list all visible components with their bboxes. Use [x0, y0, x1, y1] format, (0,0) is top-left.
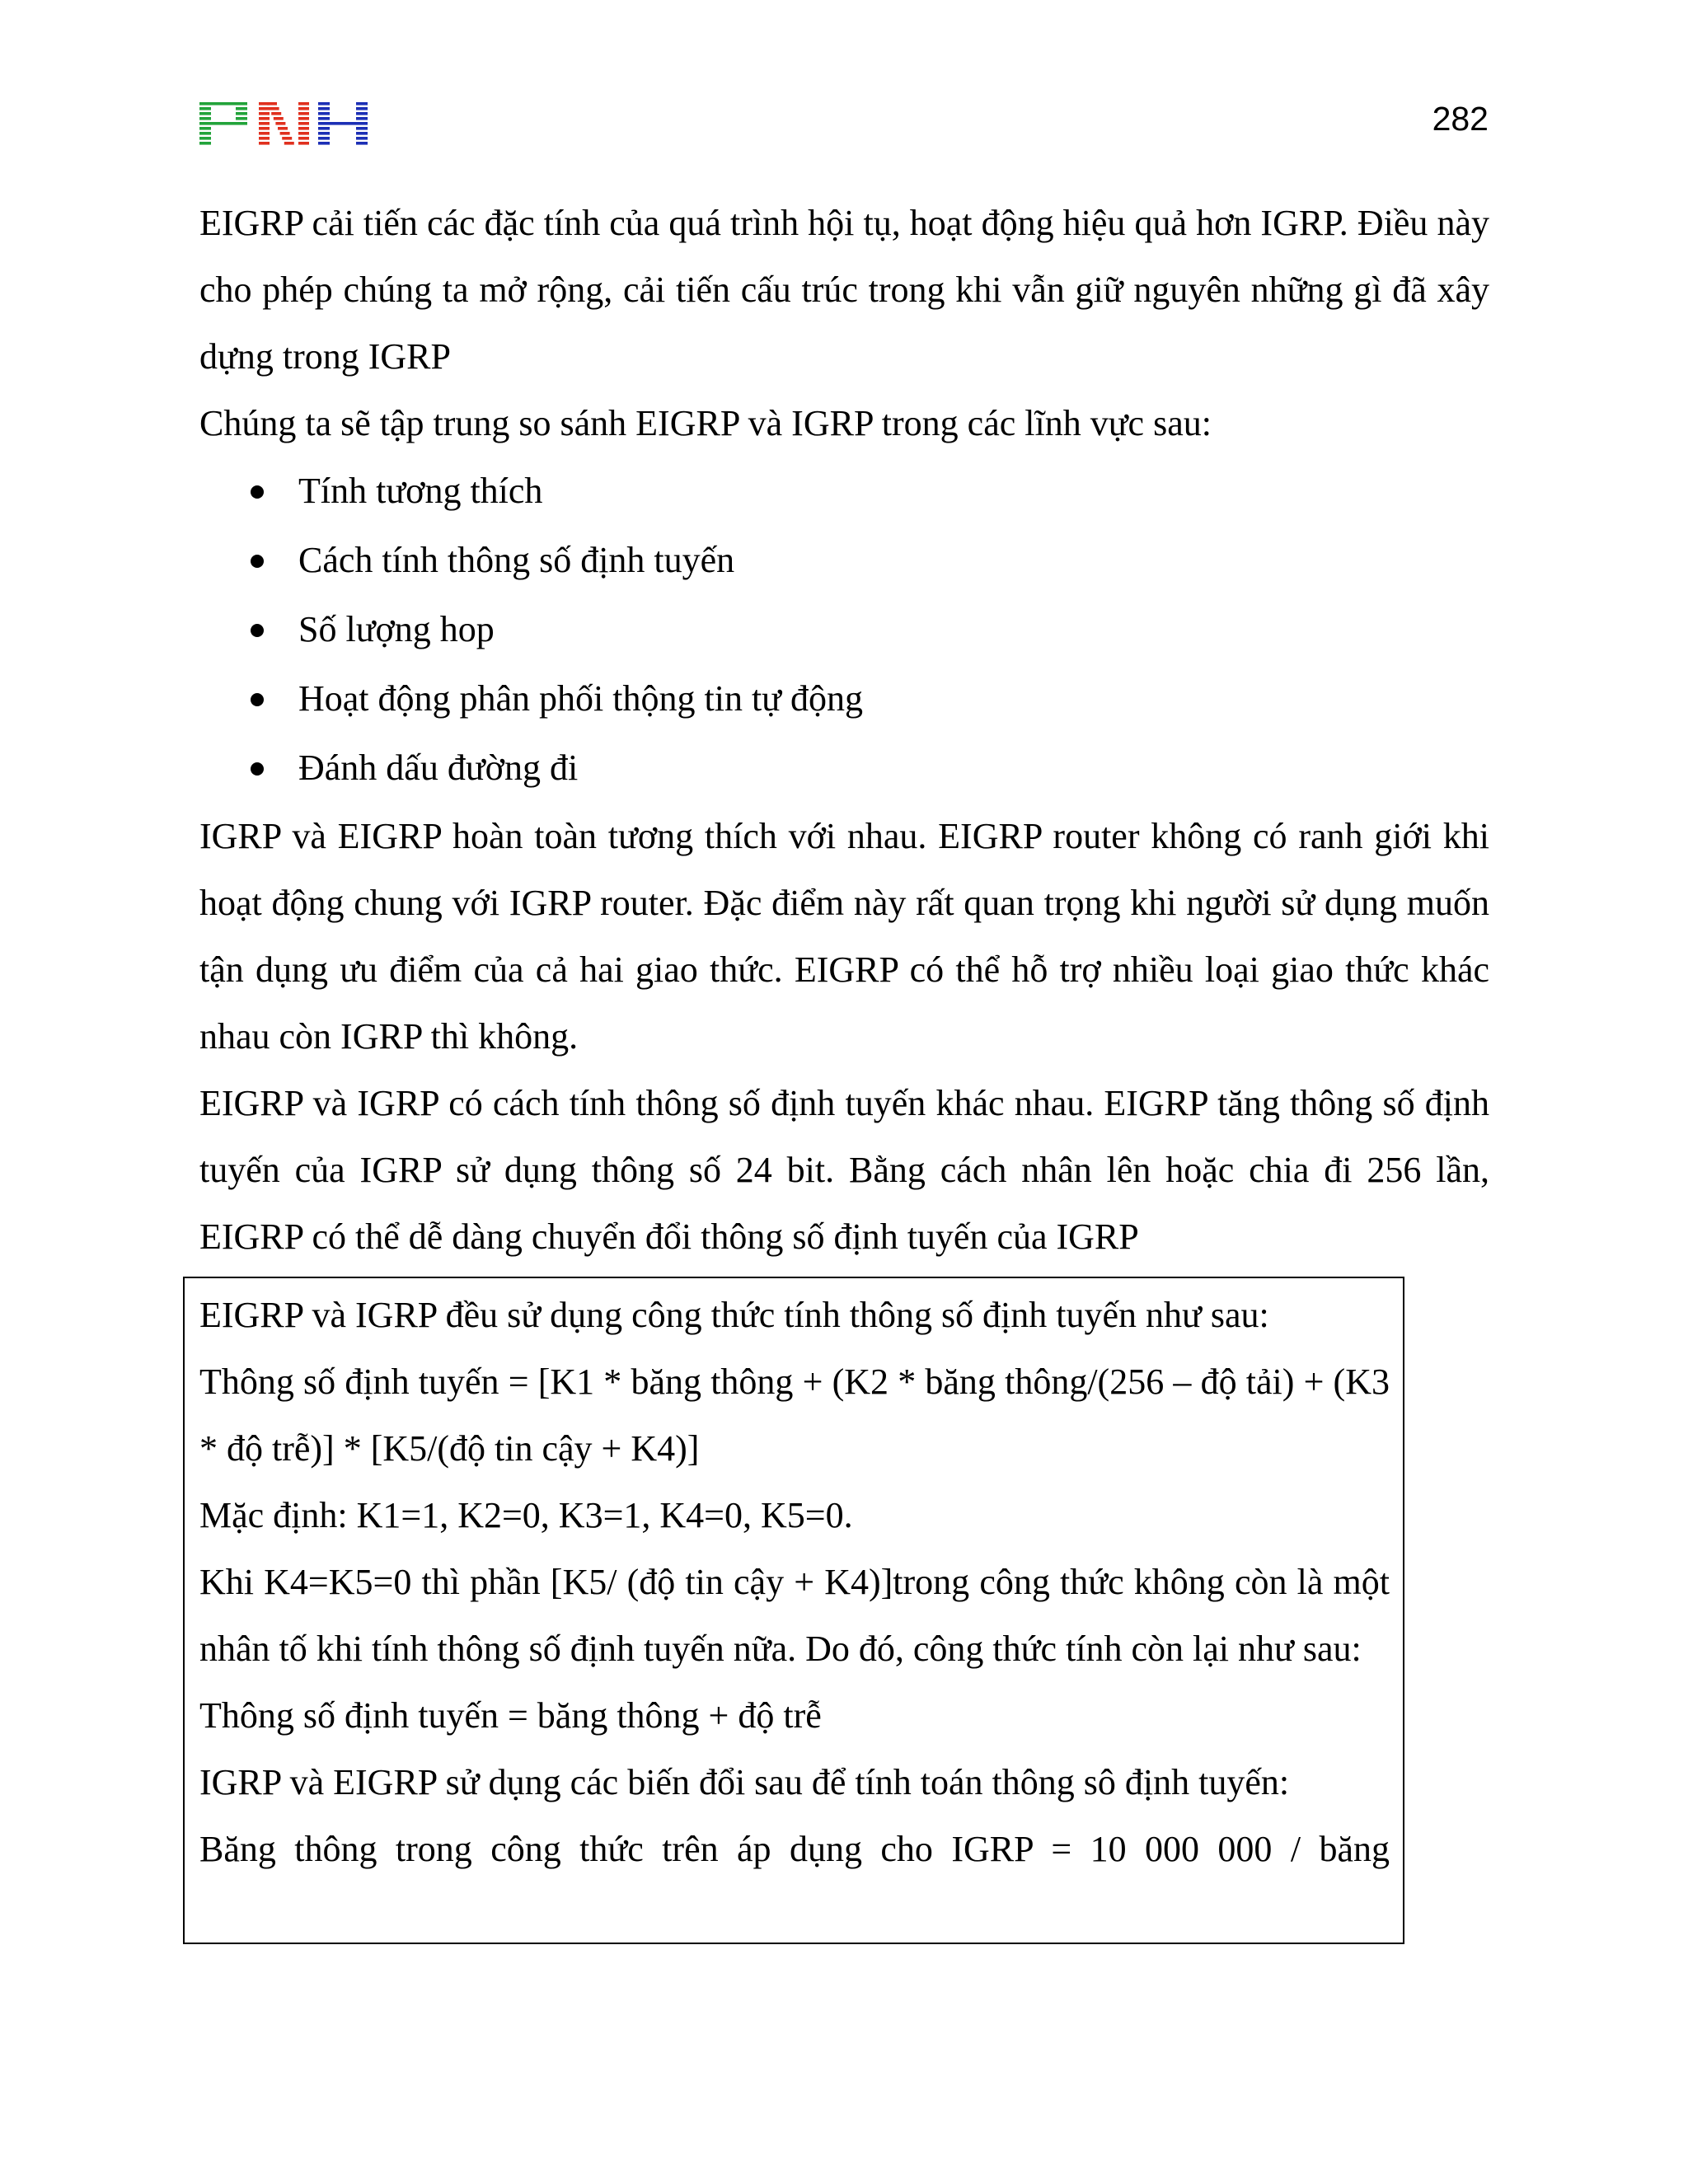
logo-stripe [318, 132, 330, 135]
formula-intro: EIGRP và IGRP đều sử dụng công thức tính thông số định tuyến như sau: [199, 1295, 1269, 1335]
logo-stripe [298, 127, 309, 130]
bullet-icon [251, 555, 264, 568]
pnh-logo [199, 102, 368, 147]
default-constants: Mặc định: K1=1, K2=0, K3=1, K4=0, K5=0. [199, 1495, 853, 1535]
list-item-label: Tính tương thích [298, 471, 543, 511]
bullet-icon [251, 624, 264, 637]
logo-stripe [259, 127, 270, 130]
logo-stripe [298, 137, 309, 140]
logo-stripe [271, 112, 281, 115]
logo-stripe [199, 112, 211, 115]
logo-stripe [356, 117, 368, 120]
list-item [199, 526, 1489, 595]
logo-stripe [199, 132, 211, 135]
metric-paragraph: EIGRP và IGRP có cách tính thông số định tuyến khác nhau. EIGRP tăng thông số định tuyến của IGRP sử dụng thông số 24 bit. Bằng cách nhân lên hoặc chia đi 256 lần, EIGRP có thể dễ dàng chuyển đổi thông số định tuyến của IGRP [199, 1083, 1489, 1257]
logo-stripe [356, 137, 368, 140]
logo-stripe [259, 117, 270, 120]
logo-stripe [259, 122, 270, 125]
logo-stripe [318, 142, 330, 145]
list-item [199, 733, 1489, 803]
logo-stripe [356, 142, 368, 145]
formula-explanation: Khi K4=K5=0 thì phần [K5/ (độ tin cậy + K4)]trong công thức không còn là một nhân tố khi tính thông số định tuyến nữa. Do đó, công thức tính còn lại như sau: [199, 1562, 1390, 1669]
comparison-list [199, 457, 1489, 803]
logo-stripe [199, 137, 211, 140]
logo-stripe [259, 142, 270, 145]
logo-stripe [298, 122, 309, 125]
logo-stripe [298, 102, 309, 105]
logo-stripe [356, 102, 368, 105]
logo-stripe [356, 107, 368, 110]
conversion-intro: IGRP và EIGRP sử dụng các biến đổi sau để tính toán thông sô định tuyến: [199, 1762, 1290, 1802]
logo-stripe [298, 132, 309, 135]
logo-stripe [298, 107, 309, 110]
logo-stripe [278, 127, 288, 130]
logo-stripe [318, 122, 368, 125]
logo-stripe [298, 117, 309, 120]
compatibility-paragraph: IGRP và EIGRP hoàn toàn tương thích với nhau. EIGRP router không có ranh giới khi hoạt động chung với IGRP router. Đặc điểm này rất quan trọng khi người sử dụng muốn tận dụng ưu điểm của cả hai giao thức. EIGRP có thể hỗ trợ nhiều loại giao thức khác nhau còn IGRP thì không. [199, 816, 1489, 1057]
logo-stripe [298, 142, 309, 145]
intro-paragraph: EIGRP cải tiến các đặc tính của quá trình hội tụ, hoạt động hiệu quả hơn IGRP. Điều này cho phép chúng ta mở rộng, cải tiến cấu trúc trong khi vẫn giữ nguyên những gì đã xây dựng trong IGRP [199, 203, 1489, 377]
bullet-icon [251, 762, 264, 776]
logo-stripe [199, 142, 211, 145]
formula-box [183, 1277, 1404, 1944]
logo-stripe [199, 107, 211, 110]
logo-stripe [236, 117, 247, 120]
logo-stripe [274, 117, 284, 120]
logo-stripe [356, 112, 368, 115]
logo-stripe [356, 132, 368, 135]
logo-stripe [270, 107, 279, 110]
logo-stripe [236, 112, 247, 115]
page-number: 282 [1432, 100, 1489, 138]
logo-stripe [199, 122, 247, 125]
logo-stripe [298, 112, 309, 115]
logo-stripe [356, 127, 368, 130]
compare-intro: Chúng ta sẽ tập trung so sánh EIGRP và IGRP trong các lĩnh vực sau: [199, 403, 1212, 443]
list-item-label: Hoạt động phân phối thộng tin tự động [298, 678, 864, 719]
logo-stripe [199, 102, 247, 105]
logo-stripe [199, 117, 211, 120]
logo-stripe [318, 112, 330, 115]
bullet-icon [251, 693, 264, 706]
simplified-formula: Thông số định tuyến = băng thông + độ trễ [199, 1695, 822, 1736]
logo-stripe [275, 122, 285, 125]
logo-stripe [259, 112, 270, 115]
logo-stripe [318, 127, 330, 130]
bullet-icon [251, 485, 264, 499]
logo-stripe [259, 137, 270, 140]
logo-stripe [199, 127, 211, 130]
logo-stripe [282, 137, 292, 140]
logo-stripe [318, 117, 330, 120]
logo-stripe [280, 132, 290, 135]
list-item [199, 664, 1489, 733]
logo-stripe [236, 107, 247, 110]
list-item-label: Số lượng hop [298, 609, 495, 649]
logo-stripe [259, 107, 270, 110]
logo-stripe [318, 137, 330, 140]
body-content [199, 190, 1489, 1270]
list-item [199, 595, 1489, 664]
bandwidth-line: Băng thông trong công thức trên áp dụng cho IGRP = 10 000 000 / băng [199, 1829, 1390, 1869]
logo-stripe [284, 142, 294, 145]
logo-stripe [318, 102, 330, 105]
logo-stripe [259, 132, 270, 135]
list-item [199, 457, 1489, 526]
logo-stripe [318, 107, 330, 110]
list-item-label: Đánh dấu đường đi [298, 748, 579, 788]
list-item-label: Cách tính thông số định tuyến [298, 540, 735, 580]
formula-box-content [199, 1282, 1390, 1882]
logo-stripe [267, 102, 277, 105]
metric-formula: Thông số định tuyến = [K1 * băng thông + (K2 * băng thông/(256 – độ tải) + (K3 * độ trễ)] * [K5/(độ tin cậy + K4)] [199, 1361, 1390, 1469]
